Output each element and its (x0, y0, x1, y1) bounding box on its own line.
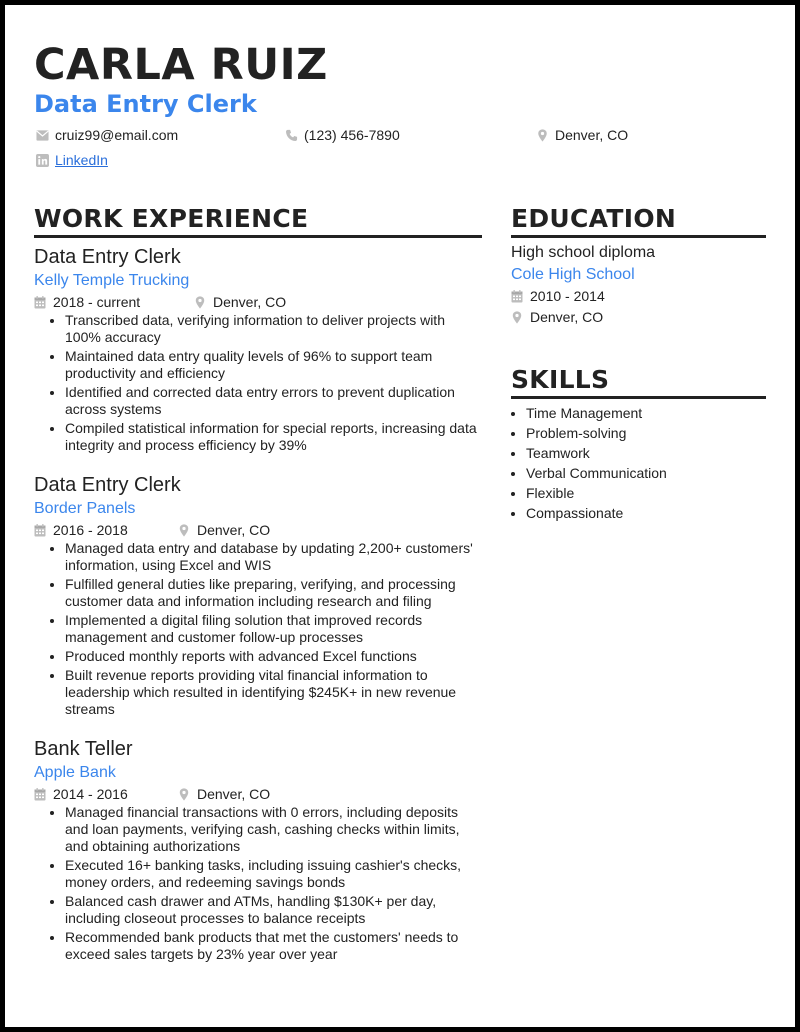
map-pin-icon (178, 524, 190, 537)
list-item: • Time Management (526, 403, 766, 423)
candidate-title: Data Entry Clerk (34, 90, 257, 118)
education-location: Denver, CO (511, 307, 766, 328)
job-bullets (34, 312, 482, 454)
calendar-icon (34, 788, 46, 801)
job-dates: 2018 - current (34, 292, 194, 312)
list-item: • Compassionate (526, 503, 766, 523)
work-experience-heading: WORK EXPERIENCE (34, 203, 482, 238)
list-item: • Implemented a digital filing solution that improved records management and customer follow-up processes (65, 612, 482, 646)
list-item: • Maintained data entry quality levels of 96% to support team productivity and efficiency (65, 348, 482, 382)
list-item: • Fulfilled general duties like preparing, verifying, and processing customer data and information including research and filing (65, 576, 482, 610)
linkedin-link[interactable]: LinkedIn (55, 152, 108, 168)
location-text: Denver, CO (555, 127, 629, 143)
job-meta (34, 292, 482, 312)
contact-location (536, 126, 628, 144)
calendar-icon (34, 296, 46, 309)
list-item: • Recommended bank products that met the customers' needs to exceed sales targets by 23% year over year (65, 929, 482, 963)
phone-icon (285, 129, 298, 142)
job-location: Denver, CO (194, 292, 286, 312)
job-dates: 2016 - 2018 (34, 520, 178, 540)
education-section (511, 203, 766, 328)
education-school: Cole High School (511, 266, 635, 283)
contact-linkedin (36, 151, 108, 169)
education-heading: EDUCATION (511, 203, 766, 238)
list-item: • Produced monthly reports with advanced Excel functions (65, 648, 482, 665)
job-location: Denver, CO (178, 520, 270, 540)
job-role: Bank Teller (34, 738, 133, 760)
phone-text: (123) 456-7890 (304, 127, 400, 143)
list-item: • Verbal Communication (526, 463, 766, 483)
list-item: • Problem-solving (526, 423, 766, 443)
list-item: • Executed 16+ banking tasks, including issuing cashier's checks, money orders, and redeeming savings bonds (65, 857, 482, 891)
job-entry (34, 736, 482, 963)
linkedin-icon (36, 154, 49, 167)
map-pin-icon (178, 788, 190, 801)
list-item: • Managed financial transactions with 0 errors, including deposits and loan payments, verifying cash, cashing checks within limits, and obtaining authorizations (65, 804, 482, 855)
education-dates: 2010 - 2014 (511, 286, 766, 307)
skills-section (511, 364, 766, 523)
candidate-name: CARLA RUIZ (34, 40, 328, 90)
contact-email (36, 126, 178, 144)
list-item: • Built revenue reports providing vital financial information to leadership which resulted in identifying $245K+ in new revenue streams (65, 667, 482, 718)
job-entry (34, 472, 482, 718)
job-company: Border Panels (34, 500, 136, 517)
job-location: Denver, CO (178, 784, 270, 804)
job-dates: 2014 - 2016 (34, 784, 178, 804)
job-bullets (34, 540, 482, 718)
list-item: • Balanced cash drawer and ATMs, handling $130K+ per day, including closeout processes to balance receipts (65, 893, 482, 927)
job-meta (34, 520, 482, 540)
right-column (511, 203, 766, 523)
job-meta (34, 784, 482, 804)
list-item: • Identified and corrected data entry errors to prevent duplication across systems (65, 384, 482, 418)
calendar-icon (511, 290, 523, 303)
map-pin-icon (511, 311, 523, 324)
list-item: • Flexible (526, 483, 766, 503)
skills-heading: SKILLS (511, 364, 766, 399)
contact-phone (285, 126, 400, 144)
list-item: • Teamwork (526, 443, 766, 463)
envelope-icon (36, 129, 49, 142)
list-item: • Managed data entry and database by updating 2,200+ customers' information, using Excel and WIS (65, 540, 482, 574)
list-item: • Compiled statistical information for special reports, increasing data integrity and process efficiency by 39% (65, 420, 482, 454)
list-item: • Transcribed data, verifying information to deliver projects with 100% accuracy (65, 312, 482, 346)
job-company: Apple Bank (34, 764, 116, 781)
job-role: Data Entry Clerk (34, 246, 181, 268)
job-bullets (34, 804, 482, 963)
work-experience-section (34, 203, 482, 965)
calendar-icon (34, 524, 46, 537)
job-role: Data Entry Clerk (34, 474, 181, 496)
skills-list (511, 403, 766, 523)
job-entry (34, 244, 482, 454)
map-pin-icon (194, 296, 206, 309)
job-company: Kelly Temple Trucking (34, 272, 190, 289)
map-pin-icon (536, 129, 549, 142)
education-degree: High school diploma (511, 244, 656, 261)
resume-page (5, 5, 795, 1027)
email-text: cruiz99@email.com (55, 127, 179, 143)
